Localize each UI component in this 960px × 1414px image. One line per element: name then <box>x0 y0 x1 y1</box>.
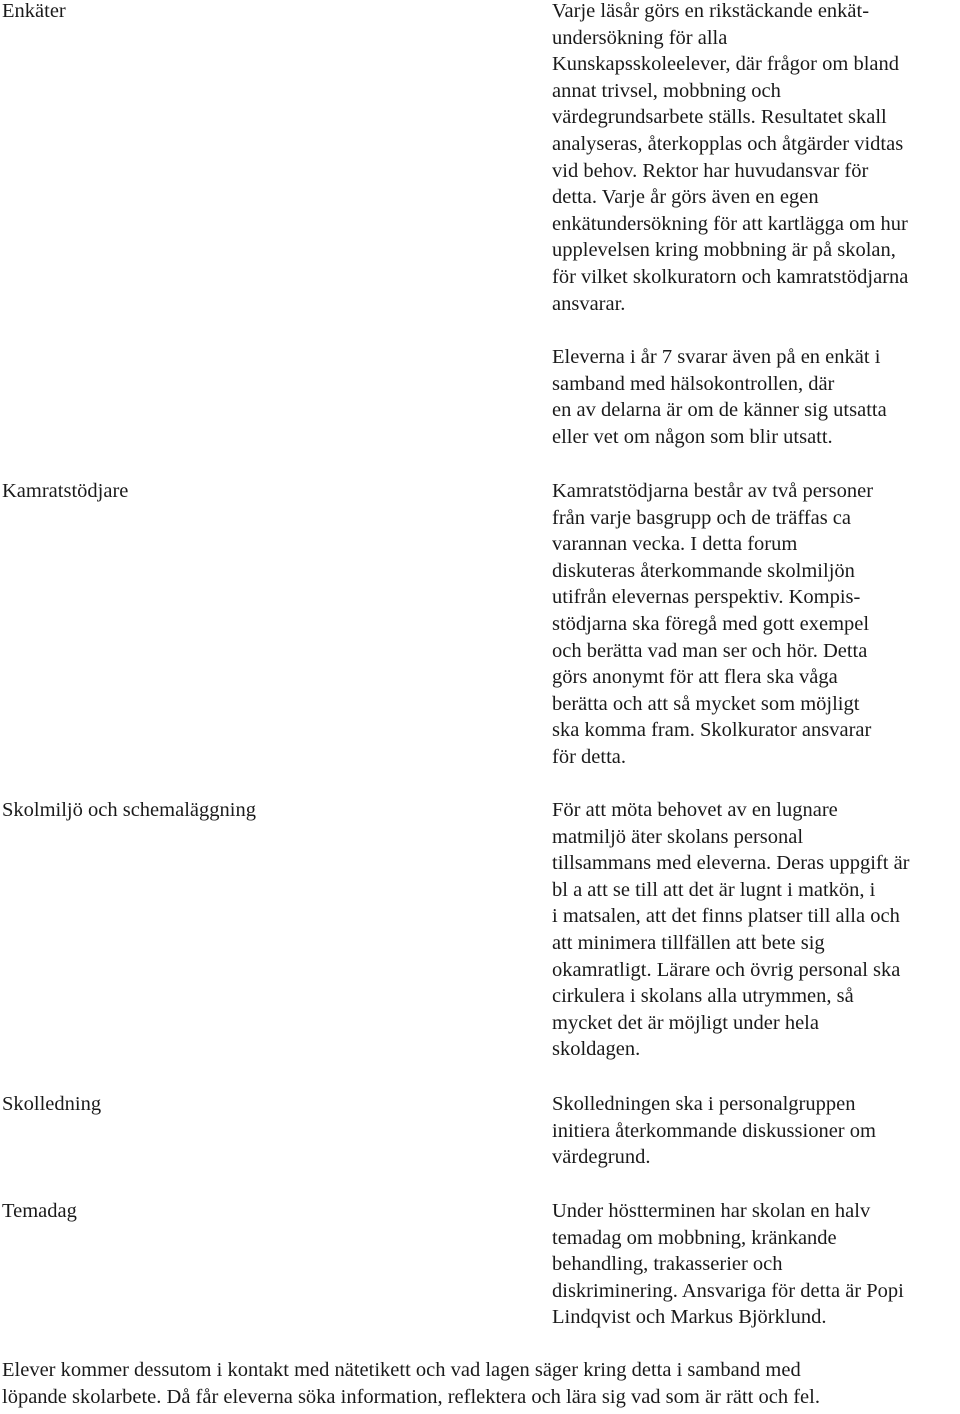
enkater-paragraph-2 <box>552 344 957 450</box>
text-line: cirkulera i skolans alla utrymmen, så <box>552 985 854 1008</box>
text-line: initiera återkommande diskussioner om <box>552 1119 876 1142</box>
text-line: vid behov. Rektor har huvudansvar för <box>552 159 869 182</box>
text-line: för vilket skolkuratorn och kamratstödjarna <box>552 265 909 288</box>
text-line: Kunskapsskoleelever, där frågor om bland <box>552 53 899 76</box>
text-line: ansvarar. <box>552 292 626 315</box>
text-line: detta. Varje år görs även en egen <box>552 186 819 209</box>
text-line: matmiljö äter skolans personal <box>552 825 804 848</box>
section-label-skolledning: Skolledning <box>2 1093 102 1115</box>
skolmiljo-paragraph <box>552 797 957 1063</box>
text-line: en av delarna är om de känner sig utsatta <box>552 399 887 422</box>
section-label-temadag: Temadag <box>2 1200 77 1222</box>
text-line: Kamratstödjarna består av två personer <box>552 480 874 502</box>
text-line: i matsalen, att det finns platser till alla och <box>552 905 900 928</box>
text-line: analyseras, återkopplas och åtgärder vidtas <box>552 132 904 155</box>
kamratstodjare-paragraph <box>552 478 957 771</box>
text-line: Elever kommer dessutom i kontakt med nätetikett och vad lagen säger kring detta i samband med <box>2 1359 801 1381</box>
text-line: Lindqvist och Markus Björklund. <box>552 1306 827 1329</box>
text-line: stödjarna ska föregå med gott exempel <box>552 612 870 635</box>
text-line: För att möta behovet av en lugnare <box>552 799 838 821</box>
text-line: annat trivsel, mobbning och <box>552 79 781 102</box>
text-line: eller vet om någon som blir utsatt. <box>552 425 833 448</box>
footer-paragraph <box>2 1357 952 1411</box>
text-line: värdegrund. <box>552 1146 651 1169</box>
text-line: temadag om mobbning, kränkande <box>552 1226 837 1249</box>
text-line: okamratligt. Lärare och övrig personal ska <box>552 958 901 981</box>
text-line: upplevelsen kring mobbning är på skolan, <box>552 239 896 262</box>
text-line: tillsammans med eleverna. Deras uppgift är <box>552 852 910 875</box>
text-line: diskuteras återkommande skolmiljön <box>552 559 855 582</box>
section-label-enkater: Enkäter <box>2 0 66 22</box>
text-line: Under höstterminen har skolan en halv <box>552 1200 871 1222</box>
text-line: utifrån elevernas perspektiv. Kompis- <box>552 586 861 609</box>
section-label-kamratstodjare: Kamratstödjare <box>2 480 129 502</box>
text-line: enkätundersökning för att kartlägga om hur <box>552 212 908 235</box>
text-line: Skolledningen ska i personalgruppen <box>552 1093 856 1115</box>
text-line: mycket det är möjligt under hela <box>552 1011 819 1034</box>
text-line: för detta. <box>552 745 626 768</box>
text-line: ska komma fram. Skolkurator ansvarar <box>552 719 872 742</box>
temadag-paragraph <box>552 1198 957 1331</box>
text-line: behandling, trakasserier och <box>552 1253 783 1276</box>
enkater-paragraph-1 <box>552 0 957 317</box>
skolledning-paragraph <box>552 1091 957 1171</box>
text-line: att minimera tillfällen att bete sig <box>552 931 825 954</box>
text-line: löpande skolarbete. Då får eleverna söka information, reflektera och lära sig vad som är rätt och fel. <box>2 1386 820 1408</box>
text-line: diskriminering. Ansvariga för detta är Popi <box>552 1279 904 1302</box>
text-line: bl a att se till att det är lugnt i matkön, i <box>552 878 876 901</box>
text-line: görs anonymt för att flera ska våga <box>552 666 838 689</box>
text-line: värdegrundsarbete ställs. Resultatet skall <box>552 106 887 129</box>
text-line: och berätta vad man ser och hör. Detta <box>552 639 868 662</box>
text-line: varannan vecka. I detta forum <box>552 533 798 556</box>
text-line: Varje läsår görs en rikstäckande enkät- <box>552 0 870 22</box>
text-line: undersökning för alla <box>552 26 728 49</box>
section-label-skolmiljo: Skolmiljö och schemaläggning <box>2 799 256 821</box>
text-line: Eleverna i år 7 svarar även på en enkät i <box>552 346 881 368</box>
text-line: från varje basgrupp och de träffas ca <box>552 506 852 529</box>
text-line: samband med hälsokontrollen, där <box>552 372 835 395</box>
text-line: berätta och att så mycket som möjligt <box>552 692 860 715</box>
text-line: skoldagen. <box>552 1038 641 1061</box>
